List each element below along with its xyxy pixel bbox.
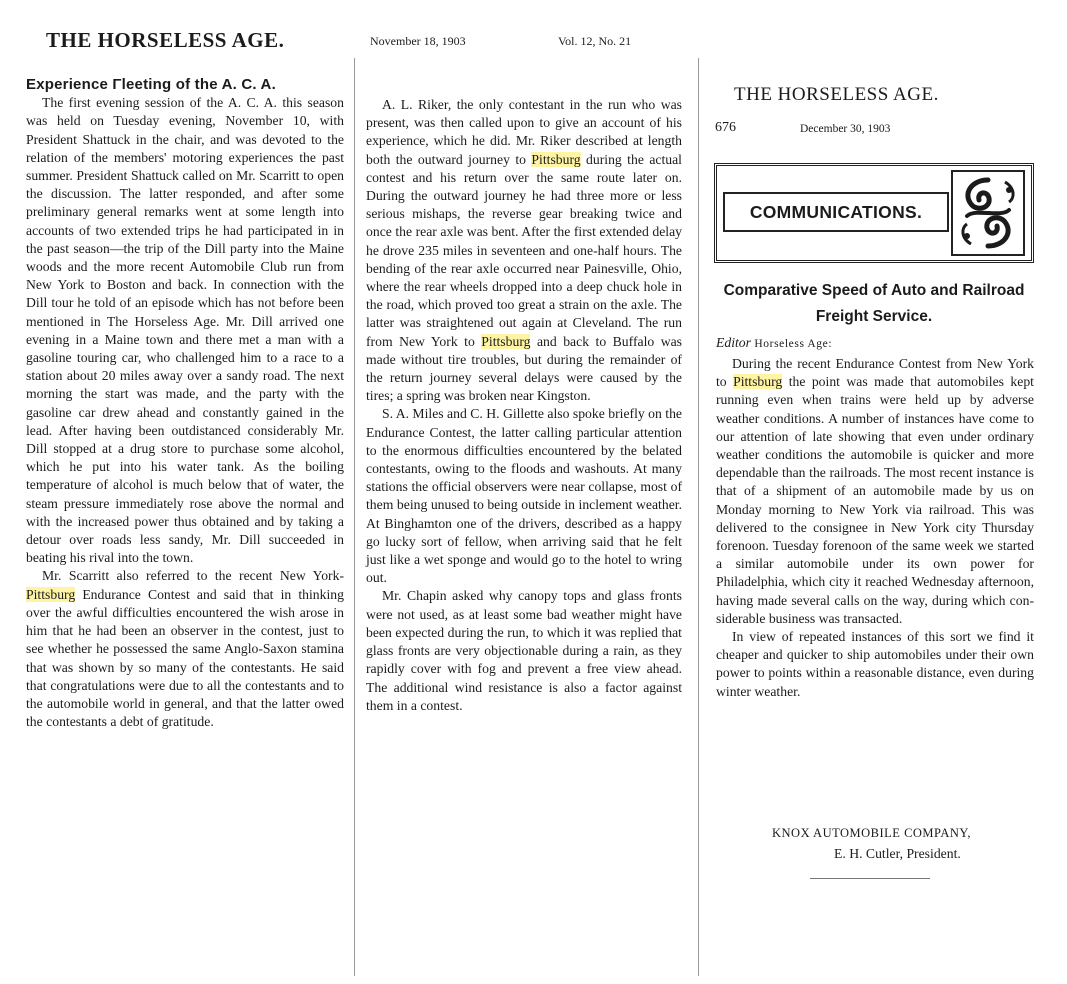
article-column-2 bbox=[366, 96, 682, 715]
highlight-pittsburg: Pittsburg bbox=[481, 333, 531, 349]
end-rule bbox=[810, 878, 930, 879]
highlight-pittsburg: Pittsburg bbox=[26, 586, 76, 602]
text-run: In view of repeated instances of this sort we find it cheaper and quicker to ship automobiles under their own power to points within a reasonable distance, even during winter weather. bbox=[716, 629, 1034, 699]
text-run: during the actual contest and his return over the same route later on. During the outward journey he had three more or less serious mishaps, the reverse gear breaking twice and once the rear axle was bent. After the first extended delay he drove 235 miles in seventeen and one-half hours. The bending of the rear axle occurred near Painesville, Ohio, where the rear wheels dropped into a deep chuck hole in the road, which proved too great a strain on the axle. The latter was straightened out again at Cleveland. The run from New York to bbox=[366, 151, 682, 349]
text-run: Endurance Contest and said that in thinking over the awful difficulties encountered the wish arose in him that he had been an observer in the contest, just to see whether he possessed the same Anglo-Saxon stamina that was shown by so many of the contestants. He said that congratulations were due to all the contestants and to the automobile world in general, and that the latter owed the contestants a debt of gratitude. bbox=[26, 586, 344, 730]
editor-name: Horseless Age: bbox=[754, 338, 833, 350]
paragraph bbox=[366, 96, 682, 405]
communication-headline: Comparative Speed of Auto and Railroad Freight Service. bbox=[723, 282, 1025, 325]
text-run: and back to Buffalo was made without tire troubles, but during the remainder of the return journey several delays were caused by the tires; a spring was broken near Kingston. bbox=[366, 333, 682, 404]
page2-title: THE HORSELESS AGE. bbox=[734, 84, 939, 105]
masthead-title: THE HORSELESS AGE. bbox=[46, 28, 285, 52]
masthead-volume: Vol. 12, No. 21 bbox=[558, 34, 632, 48]
text-run: A. L. Riker, the only contestant in the run who was present, was then called upon to give an account of his experience, which he did. Mr. Riker described at length both the outward journey to bbox=[366, 97, 682, 167]
paragraph bbox=[716, 628, 1034, 701]
article-headline: Experience Γleeting of the A. C. A. bbox=[26, 76, 276, 93]
highlight-pittsburg: Pittsburg bbox=[733, 374, 783, 390]
text-run: S. A. Miles and C. H. Gillette also spoke briefly on the Endurance Contest, the latter calling particular attention to the enormous difficulties encountered by the belated contestants, owing to the floods and washouts. At many stations the official observers were near collapse, most of them being unused to being outside in inclement weather. At Binghamton one of the drivers, described as a happy go lucky sort of fellow, when arriving said that he felt just like a wet sponge and would go to the hotel to wring out. bbox=[366, 406, 682, 586]
masthead bbox=[46, 28, 666, 52]
paragraph bbox=[26, 94, 344, 567]
signature-company: KNOX AUTOMOBILE COMPANY, bbox=[772, 826, 971, 840]
highlight-pittsburg: Pittsburg bbox=[531, 151, 581, 167]
text-run: Mr. Scarritt also referred to the recent New York- bbox=[42, 568, 344, 584]
ornament-scroll-icon bbox=[951, 170, 1025, 256]
paragraph bbox=[366, 405, 682, 587]
text-run: During the recent Endurance Contest from New York to bbox=[716, 356, 1034, 390]
column-divider bbox=[698, 58, 699, 976]
letter-body bbox=[716, 355, 1034, 701]
paragraph bbox=[366, 587, 682, 714]
text-run: The first evening session of the A. C. A. this season was held on Tuesday evening, November 10, with President Shattuck in the chair, and was devoted to the relation of the members' motoring experiences the past summer. President Shattuck called on Mr. Scarritt to open the discussion. The latter responded, and after some preliminary general remarks went at some length into accounts of two extended trips he had participated in in the past season—the trip of the Dill party into the Maine woods and the more recent Automobile Club run from New York to Boston and back. In connection with the Dill tour he told of an episode which has not before been mentioned in The Horseless Age. Mr. Dill arrived one evening in a Maine town and there met a man with a gasoline touring car, who challenged him to a race to a station about 20 miles away over a sandy road. The next morning the start was made, and the party with the gasoline car drew ahead and constantly gained in the lead. After having been outdistanced considerably Mr. Dill stopped at a drug store to purchase some alcohol, which he put into his water tank. As the boiling temperature of alcohol is much below that of water, the steam pressure immediately rose above the normal and with the increased power thus obtained and by taking a detour over roads less sandy, Mr. Dill succeeded in beating his rival into the town. bbox=[26, 95, 344, 566]
editor-salutation bbox=[716, 335, 832, 351]
page-number: 676 bbox=[715, 120, 736, 135]
signature-person: E. H. Cutler, President. bbox=[834, 846, 961, 861]
text-run: Mr. Chapin asked why canopy tops and glass fronts were not used, as at least some bad weather might have been expected during the run, to which it was replied that glass fronts are very objectionable during a rain, as they rapidly cover with fog and prevent a free view ahead. The additional wind resistance is also a factor against them in a contest. bbox=[366, 588, 682, 713]
column-divider bbox=[354, 58, 355, 976]
text-run: the point was made that automobiles kept running even when trains were held up by adverse weather conditions. A number of instances have come to our attention of late showing that even under ordinary weather conditions the automobile is quicker and more dependable than the railroads. The most recent instance is that of a shipment of an automobile made by us on Monday morning to New York via railroad. This was delivered to the consignee in New York city Thursday forenoon. Tuesday forenoon of the same week we started a similar automobile under its own power for Philadelphia, which city it reached Wednesday afternoon, having made several calls on the way, during which considerable business was transacted. bbox=[716, 374, 1034, 626]
communications-label: COMMUNICATIONS. bbox=[723, 192, 949, 232]
ornament-scroll-icon-svg bbox=[953, 172, 1023, 254]
article-column-1 bbox=[26, 76, 344, 731]
editor-prefix: Editor bbox=[716, 335, 751, 350]
masthead-date: November 18, 1903 bbox=[370, 34, 466, 48]
paragraph bbox=[716, 355, 1034, 628]
paragraph bbox=[26, 567, 344, 731]
communications-banner bbox=[714, 163, 1034, 263]
page2-date: December 30, 1903 bbox=[800, 123, 891, 135]
